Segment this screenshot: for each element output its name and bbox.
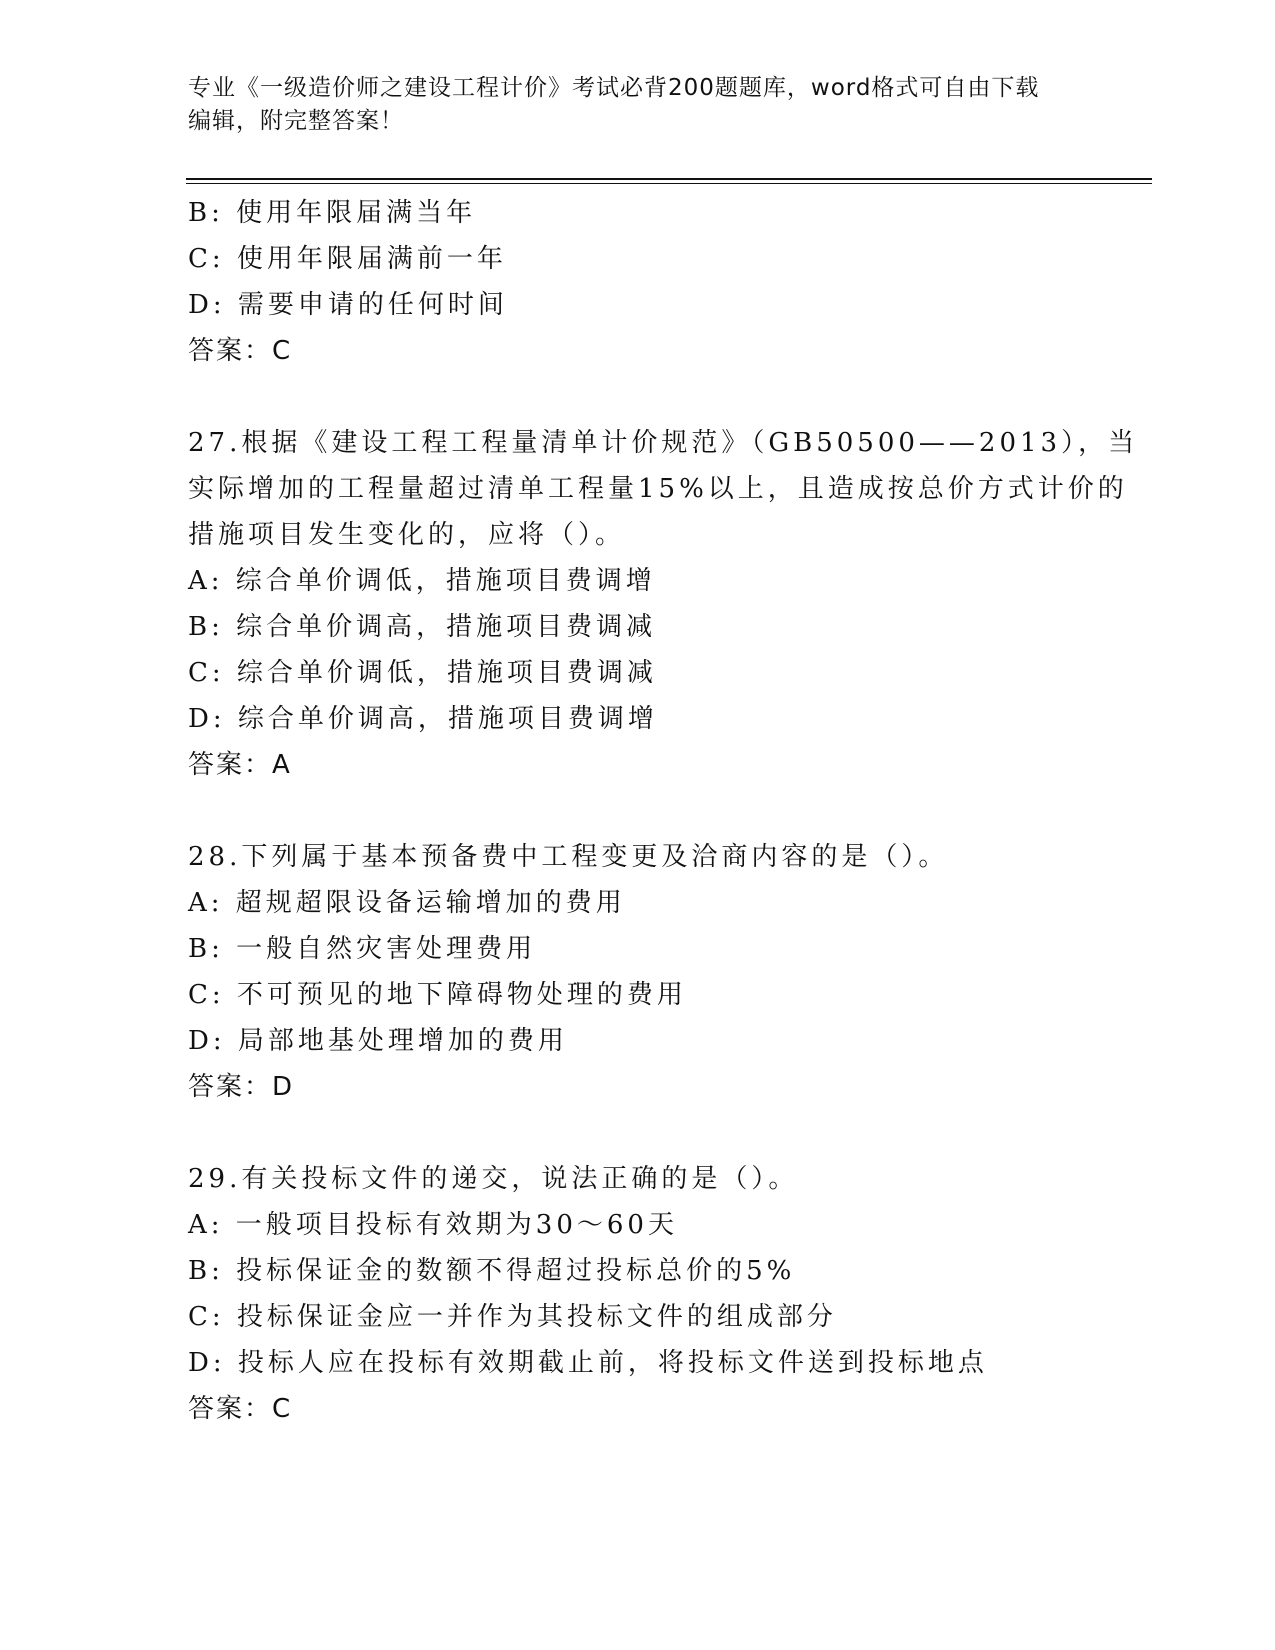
question-26-continuation <box>188 190 1088 374</box>
question-stem-line: 28.下列属于基本预备费中工程变更及洽商内容的是（）。 <box>188 842 949 872</box>
option-d: D: 局部地基处理增加的费用 <box>188 1026 568 1056</box>
option-b: B: 综合单价调高，措施项目费调减 <box>188 612 657 642</box>
option-c: C: 使用年限届满前一年 <box>188 244 507 274</box>
spacer <box>188 788 1088 834</box>
answer-line: 答案：D <box>188 1072 295 1102</box>
option-a: A: 综合单价调低，措施项目费调增 <box>188 566 656 596</box>
answer-line: 答案：A <box>188 750 292 780</box>
option-c: C: 投标保证金应一并作为其投标文件的组成部分 <box>188 1302 837 1332</box>
question-29 <box>188 1156 1088 1432</box>
header-rule-thin <box>186 183 1152 184</box>
option-b: B: 投标保证金的数额不得超过投标总价的5% <box>188 1256 796 1286</box>
option-c: C: 综合单价调低，措施项目费调减 <box>188 658 657 688</box>
spacer <box>188 1110 1088 1156</box>
option-b: B: 使用年限届满当年 <box>188 198 477 228</box>
answer-line: 答案：C <box>188 336 293 366</box>
question-stem-line: 实际增加的工程量超过清单工程量15%以上，且造成按总价方式计价的 <box>188 474 1128 504</box>
option-c: C: 不可预见的地下障碍物处理的费用 <box>188 980 687 1010</box>
question-28 <box>188 834 1088 1110</box>
option-d: D: 综合单价调高，措施项目费调增 <box>188 704 658 734</box>
header-line-2: 编辑，附完整答案！ <box>188 108 404 134</box>
answer-line: 答案：C <box>188 1394 293 1424</box>
question-stem-line: 29.有关投标文件的递交，说法正确的是（）。 <box>188 1164 799 1194</box>
page-header <box>188 72 1088 138</box>
option-b: B: 一般自然灾害处理费用 <box>188 934 537 964</box>
header-line-1: 专业《一级造价师之建设工程计价》考试必背200题题库，word格式可自由下载 <box>188 75 1040 101</box>
header-rule-thick <box>186 178 1152 180</box>
option-a: A: 一般项目投标有效期为30～60天 <box>188 1210 678 1240</box>
question-list <box>188 190 1139 1432</box>
question-stem-line: 27.根据《建设工程工程量清单计价规范》（GB50500——2013），当 <box>188 428 1139 458</box>
option-d: D: 投标人应在投标有效期截止前，将投标文件送到投标地点 <box>188 1348 988 1378</box>
question-27 <box>188 420 1139 788</box>
question-stem-line: 措施项目发生变化的，应将（）。 <box>188 520 626 550</box>
spacer <box>188 374 1088 420</box>
option-a: A: 超规超限设备运输增加的费用 <box>188 888 626 918</box>
option-d: D: 需要申请的任何时间 <box>188 290 508 320</box>
